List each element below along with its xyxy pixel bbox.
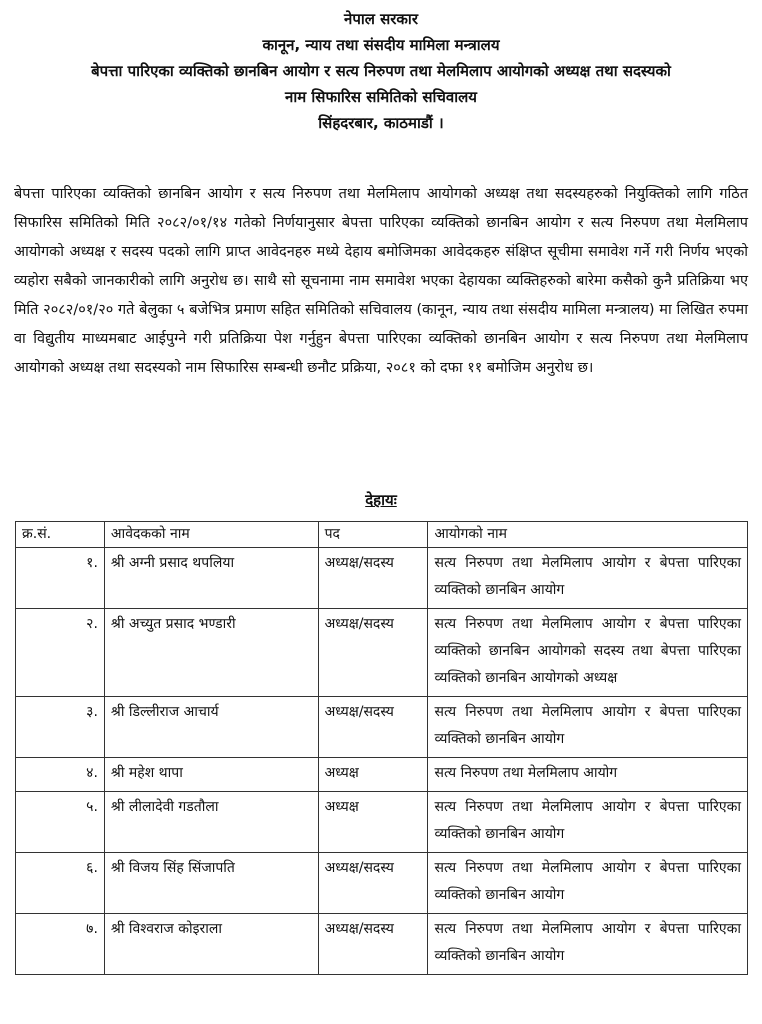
- post: अध्यक्ष/सदस्य: [318, 697, 428, 758]
- table-row: [16, 548, 748, 609]
- section-title-text: देहायः: [365, 491, 397, 509]
- post: अध्यक्ष: [318, 758, 428, 792]
- notice-header: [0, 6, 762, 136]
- applicant-name: श्री महेश थापा: [104, 758, 318, 792]
- government-name: नेपाल सरकार: [344, 10, 418, 28]
- commission-name: सत्य निरुपण तथा मेलमिलाप आयोग: [428, 758, 748, 792]
- table-row: [16, 853, 748, 914]
- post: अध्यक्ष/सदस्य: [318, 609, 428, 697]
- commission-name: सत्य निरुपण तथा मेलमिलाप आयोग र बेपत्ता पारिएका व्यक्तिको छानबिन आयोग: [428, 853, 748, 914]
- header-serial: क्र.सं.: [16, 522, 105, 548]
- serial-number: ५.: [16, 792, 105, 853]
- serial-number: ४.: [16, 758, 105, 792]
- serial-number: ६.: [16, 853, 105, 914]
- serial-number: १.: [16, 548, 105, 609]
- post: अध्यक्ष/सदस्य: [318, 914, 428, 975]
- serial-number: ७.: [16, 914, 105, 975]
- commission-name: सत्य निरुपण तथा मेलमिलाप आयोग र बेपत्ता पारिएका व्यक्तिको छानबिन आयोग: [428, 792, 748, 853]
- post: अध्यक्ष: [318, 792, 428, 853]
- table-row: [16, 792, 748, 853]
- committee-name-line1: बेपत्ता पारिएका व्यक्तिको छानबिन आयोग र सत्य निरुपण तथा मेलमिलाप आयोगको अध्यक्ष तथा सदस्यको: [91, 62, 671, 80]
- applicant-name: श्री डिल्लीराज आचार्य: [104, 697, 318, 758]
- notice-body: बेपत्ता पारिएका व्यक्तिको छानबिन आयोग र सत्य निरुपण तथा मेलमिलाप आयोगको अध्यक्ष तथा सदस्यहरुको नियुक्तिको लागि गठित सिफारिस समितिको मिति २०८२/०१/१४ गतेको निर्णयानुसार बेपत्ता पारिएका व्यक्तिको छानबिन आयोग र सत्य निरुपण तथा मेलमिलाप आयोगको अध्यक्ष र सदस्य पदको लागि प्राप्त आवेदनहरु मध्ये देहाय बमोजिमका आवेदकहरु संक्षिप्त सूचीमा समावेश गर्ने गरी निर्णय भएको व्यहोरा सबैको जानकारीको लागि अनुरोध छ। साथै सो सूचनामा नाम समावेश भएका देहायका व्यक्तिहरुको बारेमा कसैको कुनै प्रतिक्रिया भए मिति २०८२/०१/२० गते बेलुका ५ बजेभित्र प्रमाण सहित समितिको सचिवालय (कानून, न्याय तथा संसदीय मामिला मन्त्रालय) मा लिखित रुपमा वा विद्युतीय माध्यमबाट आईपुग्ने गरी प्रतिक्रिया पेश गर्नुहुन बेपत्ता पारिएका व्यक्तिको छानबिन आयोग र सत्य निरुपण तथा मेलमिलाप आयोगको अध्यक्ष तथा सदस्यको नाम सिफारिस सम्बन्धी छनौट प्रक्रिया, २०८१ को दफा ११ बमोजिम अनुरोध छ।: [14, 186, 748, 376]
- applicant-name: श्री विश्वराज कोइराला: [104, 914, 318, 975]
- commission-name: सत्य निरुपण तथा मेलमिलाप आयोग र बेपत्ता पारिएका व्यक्तिको छानबिन आयोगको सदस्य तथा बेपत्ता पारिएका व्यक्तिको छानबिन आयोगको अध्यक्ष: [428, 609, 748, 697]
- serial-number: २.: [16, 609, 105, 697]
- applicant-name: श्री अच्युत प्रसाद भण्डारी: [104, 609, 318, 697]
- header-post: पद: [318, 522, 428, 548]
- committee-name-line2: नाम सिफारिस समितिको सचिवालय: [285, 88, 477, 106]
- applicant-name: श्री विजय सिंह सिंजापति: [104, 853, 318, 914]
- commission-name: सत्य निरुपण तथा मेलमिलाप आयोग र बेपत्ता पारिएका व्यक्तिको छानबिन आयोग: [428, 697, 748, 758]
- table-header-row: [16, 522, 748, 548]
- applicant-name: श्री अग्नी प्रसाद थपलिया: [104, 548, 318, 609]
- table-row: [16, 758, 748, 792]
- commission-name: सत्य निरुपण तथा मेलमिलाप आयोग र बेपत्ता पारिएका व्यक्तिको छानबिन आयोग: [428, 548, 748, 609]
- table-row: [16, 697, 748, 758]
- applicant-name: श्री लीलादेवी गडतौला: [104, 792, 318, 853]
- commission-name: सत्य निरुपण तथा मेलमिलाप आयोग र बेपत्ता पारिएका व्यक्तिको छानबिन आयोग: [428, 914, 748, 975]
- ministry-name: कानून, न्याय तथा संसदीय मामिला मन्त्रालय: [262, 36, 500, 54]
- table-row: [16, 914, 748, 975]
- table-row: [16, 609, 748, 697]
- post: अध्यक्ष/सदस्य: [318, 548, 428, 609]
- header-commission-name: आयोगको नाम: [428, 522, 748, 548]
- applicant-table: [15, 521, 748, 975]
- section-title: [0, 488, 762, 512]
- header-applicant-name: आवेदकको नाम: [104, 522, 318, 548]
- serial-number: ३.: [16, 697, 105, 758]
- post: अध्यक्ष/सदस्य: [318, 853, 428, 914]
- office-address: सिंहदरबार, काठमाडौं ।: [318, 114, 444, 132]
